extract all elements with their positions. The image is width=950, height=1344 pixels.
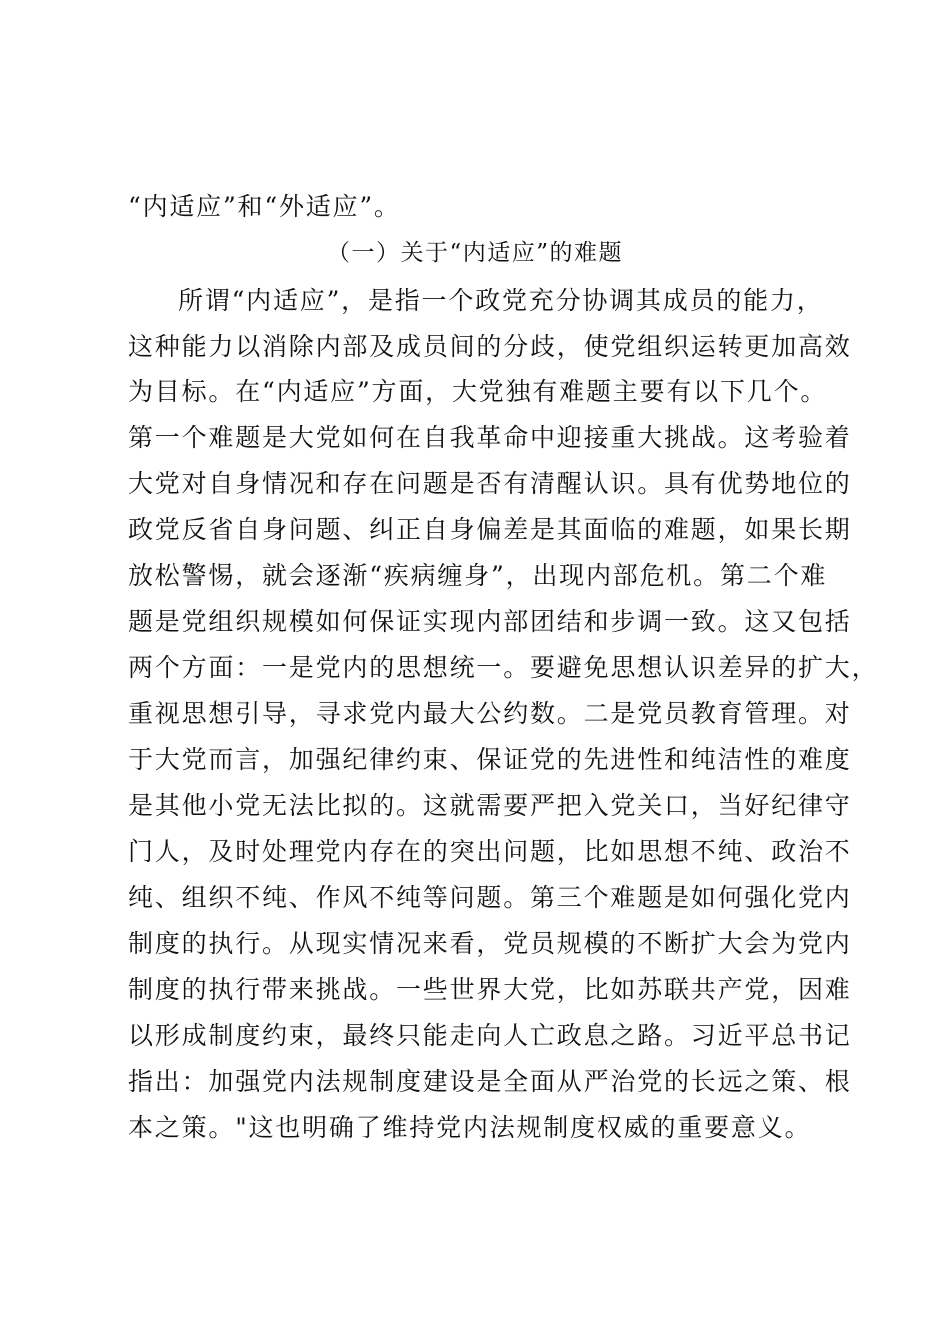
paragraph-line: “内适应”和“外适应”。: [128, 192, 401, 221]
paragraph-line: 门人，及时处理党内存在的突出问题，比如思想不纯、政治不: [128, 837, 852, 866]
paragraph-line: 第一个难题是大党如何在自我革命中迎接重大挑战。这考验着: [128, 423, 852, 452]
paragraph-line: 大党对自身情况和存在问题是否有清醒认识。具有优势地位的: [128, 469, 852, 498]
paragraph-line: 制度的执行带来挑战。一些世界大党，比如苏联共产党，因难: [128, 975, 852, 1004]
paragraph-line: 重视思想引导，寻求党内最大公约数。二是党员教育管理。对: [128, 699, 852, 728]
paragraph-line: 题是党组织规模如何保证实现内部团结和步调一致。这又包括: [128, 607, 852, 636]
section-heading: （一）关于“内适应”的难题: [326, 240, 624, 266]
paragraph-line: 于大党而言，加强纪律约束、保证党的先进性和纯洁性的难度: [128, 745, 852, 774]
paragraph-line: 政党反省自身问题、纠正自身偏差是其面临的难题，如果长期: [128, 515, 852, 544]
paragraph-line: 制度的执行。从现实情况来看，党员规模的不断扩大会为党内: [128, 929, 852, 958]
paragraph-line: 这种能力以消除内部及成员间的分歧，使党组织运转更加高效: [128, 332, 852, 361]
paragraph-line: 纯、组织不纯、作风不纯等问题。第三个难题是如何强化党内: [128, 883, 852, 912]
paragraph-line: 本之策。"这也明确了维持党内法规制度权威的重要意义。: [128, 1113, 812, 1142]
paragraph-line: 放松警惕，就会逐渐“疾病缠身”，出现内部危机。第二个难: [128, 561, 828, 590]
paragraph-line: 两个方面：一是党内的思想统一。要避免思想认识差异的扩大，: [128, 653, 879, 682]
paragraph-line: 所谓“内适应”，是指一个政党充分协调其成员的能力，: [178, 286, 824, 315]
paragraph-line: 以形成制度约束，最终只能走向人亡政息之路。习近平总书记: [128, 1021, 852, 1050]
paragraph-line: 为目标。在“内适应”方面，大党独有难题主要有以下几个。: [128, 377, 828, 406]
paragraph-line: 指出：加强党内法规制度建设是全面从严治党的长远之策、根: [128, 1067, 852, 1096]
paragraph-line: 是其他小党无法比拟的。这就需要严把入党关口，当好纪律守: [128, 791, 852, 820]
